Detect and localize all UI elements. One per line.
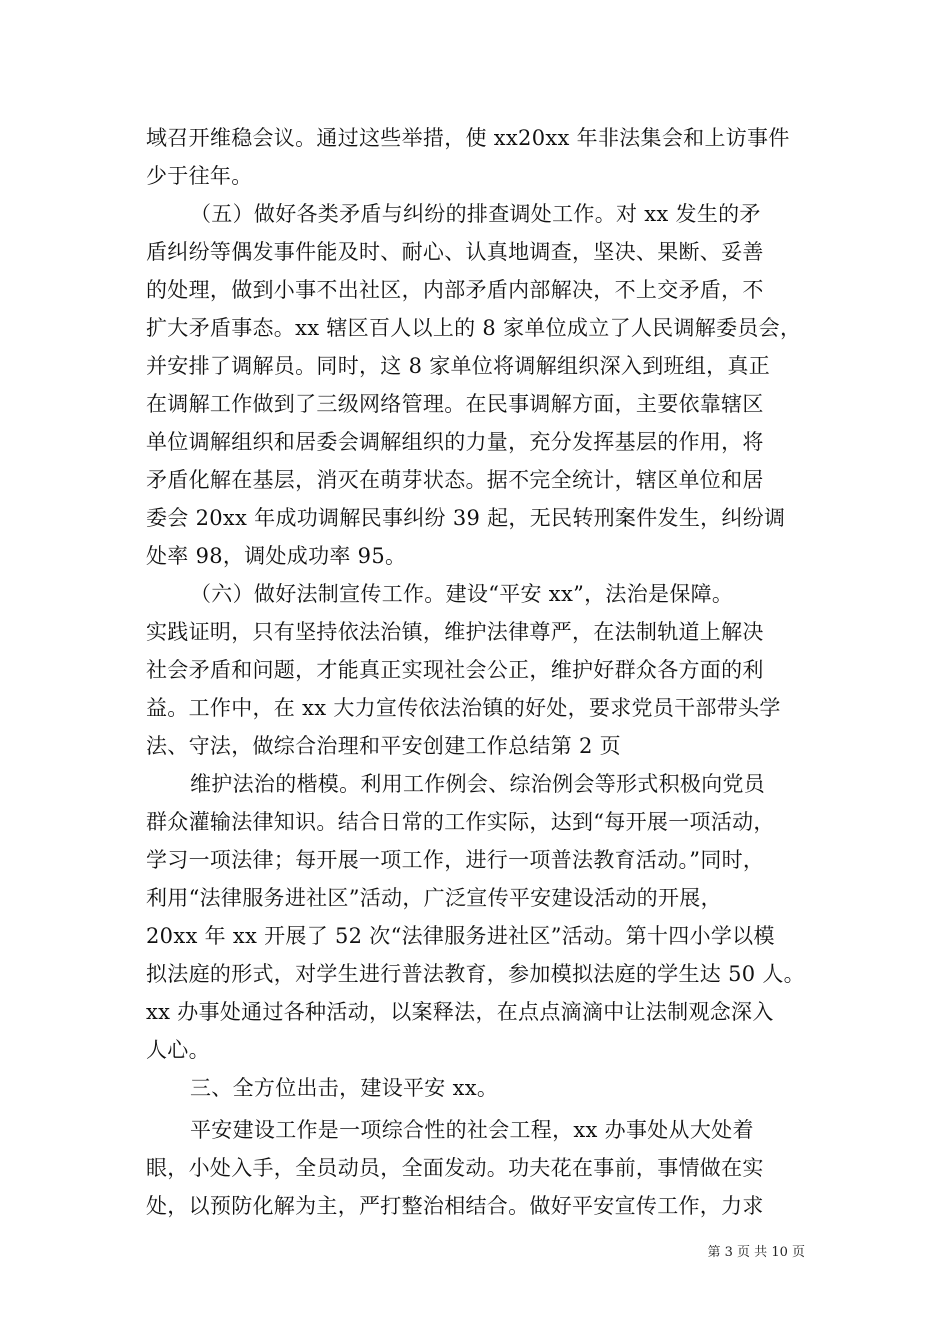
text-line: 实践证明，只有坚持依法治镇，维护法律尊严，在法制轨道上解决 [146,620,764,644]
text-line: 眼，小处入手，全员动员，全面发动。功夫花在事前，事情做在实 [146,1156,764,1180]
text-line: 在调解工作做到了三级网络管理。在民事调解方面，主要依靠辖区 [146,392,764,416]
text-line: 群众灌输法律知识。结合日常的工作实际，达到“每开展一项活动， [146,810,775,834]
text-line: 学习一项法律；每开展一项工作，进行一项普法教育活动。”同时， [146,848,765,872]
text-line: 社会矛盾和问题，才能真正实现社会公正，维护好群众各方面的利 [146,658,764,682]
section-5-heading-line: （五）做好各类矛盾与纠纷的排查调处工作。对 xx 发生的矛 [190,202,761,226]
text-line: 平安建设工作是一项综合性的社会工程，xx 办事处从大处着 [190,1118,754,1142]
text-line: 处，以预防化解为主，严打整治相结合。做好平安宣传工作，力求 [146,1194,764,1218]
text-line: 少于往年。 [146,164,253,188]
text-line: 域召开维稳会议。通过这些举措，使 xx20xx 年非法集会和上访事件 [146,126,790,150]
text-line: 委会 20xx 年成功调解民事纠纷 39 起，无民转刑案件发生，纠纷调 [146,506,786,530]
text-line: 的处理，做到小事不出社区，内部矛盾内部解决，不上交矛盾，不 [146,278,764,302]
text-line: 处率 98，调处成功率 95。 [146,544,407,568]
text-line: 维护法治的楷模。利用工作例会、综治例会等形式积极向党员 [190,772,766,796]
page-number-footer: 第 3 页 共 10 页 [707,1245,805,1260]
text-line: 益。工作中，在 xx 大力宣传依法治镇的好处，要求党员干部带头学 [146,696,781,720]
text-line: xx 办事处通过各种活动，以案释法，在点点滴滴中让法制观念深入 [146,1000,774,1024]
text-line: 单位调解组织和居委会调解组织的力量，充分发挥基层的作用，将 [146,430,764,454]
text-line: 盾纠纷等偶发事件能及时、耐心、认真地调查，坚决、果断、妥善 [146,240,764,264]
text-line: 人心。 [146,1038,210,1062]
text-line: 矛盾化解在基层，消灭在萌芽状态。据不完全统计，辖区单位和居 [146,468,764,492]
text-line: 20xx 年 xx 开展了 52 次“法律服务进社区”活动。第十四小学以模 [146,924,775,948]
text-line: 扩大矛盾事态。xx 辖区百人以上的 8 家单位成立了人民调解委员会， [146,316,802,340]
text-line: 并安排了调解员。同时，这 8 家单位将调解组织深入到班组，真正 [146,354,771,378]
section-3-heading-line: 三、全方位出击，建设平安 xx。 [190,1076,499,1100]
text-line: 拟法庭的形式，对学生进行普法教育，参加模拟法庭的学生达 50 人。 [146,962,805,986]
section-6-heading-line: （六）做好法制宣传工作。建设“平安 xx”，法治是保障。 [190,582,734,606]
text-line: 法、守法，做综合治理和平安创建工作总结第 2 页 [146,734,621,758]
text-line: 利用“法律服务进社区”活动，广泛宣传平安建设活动的开展， [146,886,722,910]
